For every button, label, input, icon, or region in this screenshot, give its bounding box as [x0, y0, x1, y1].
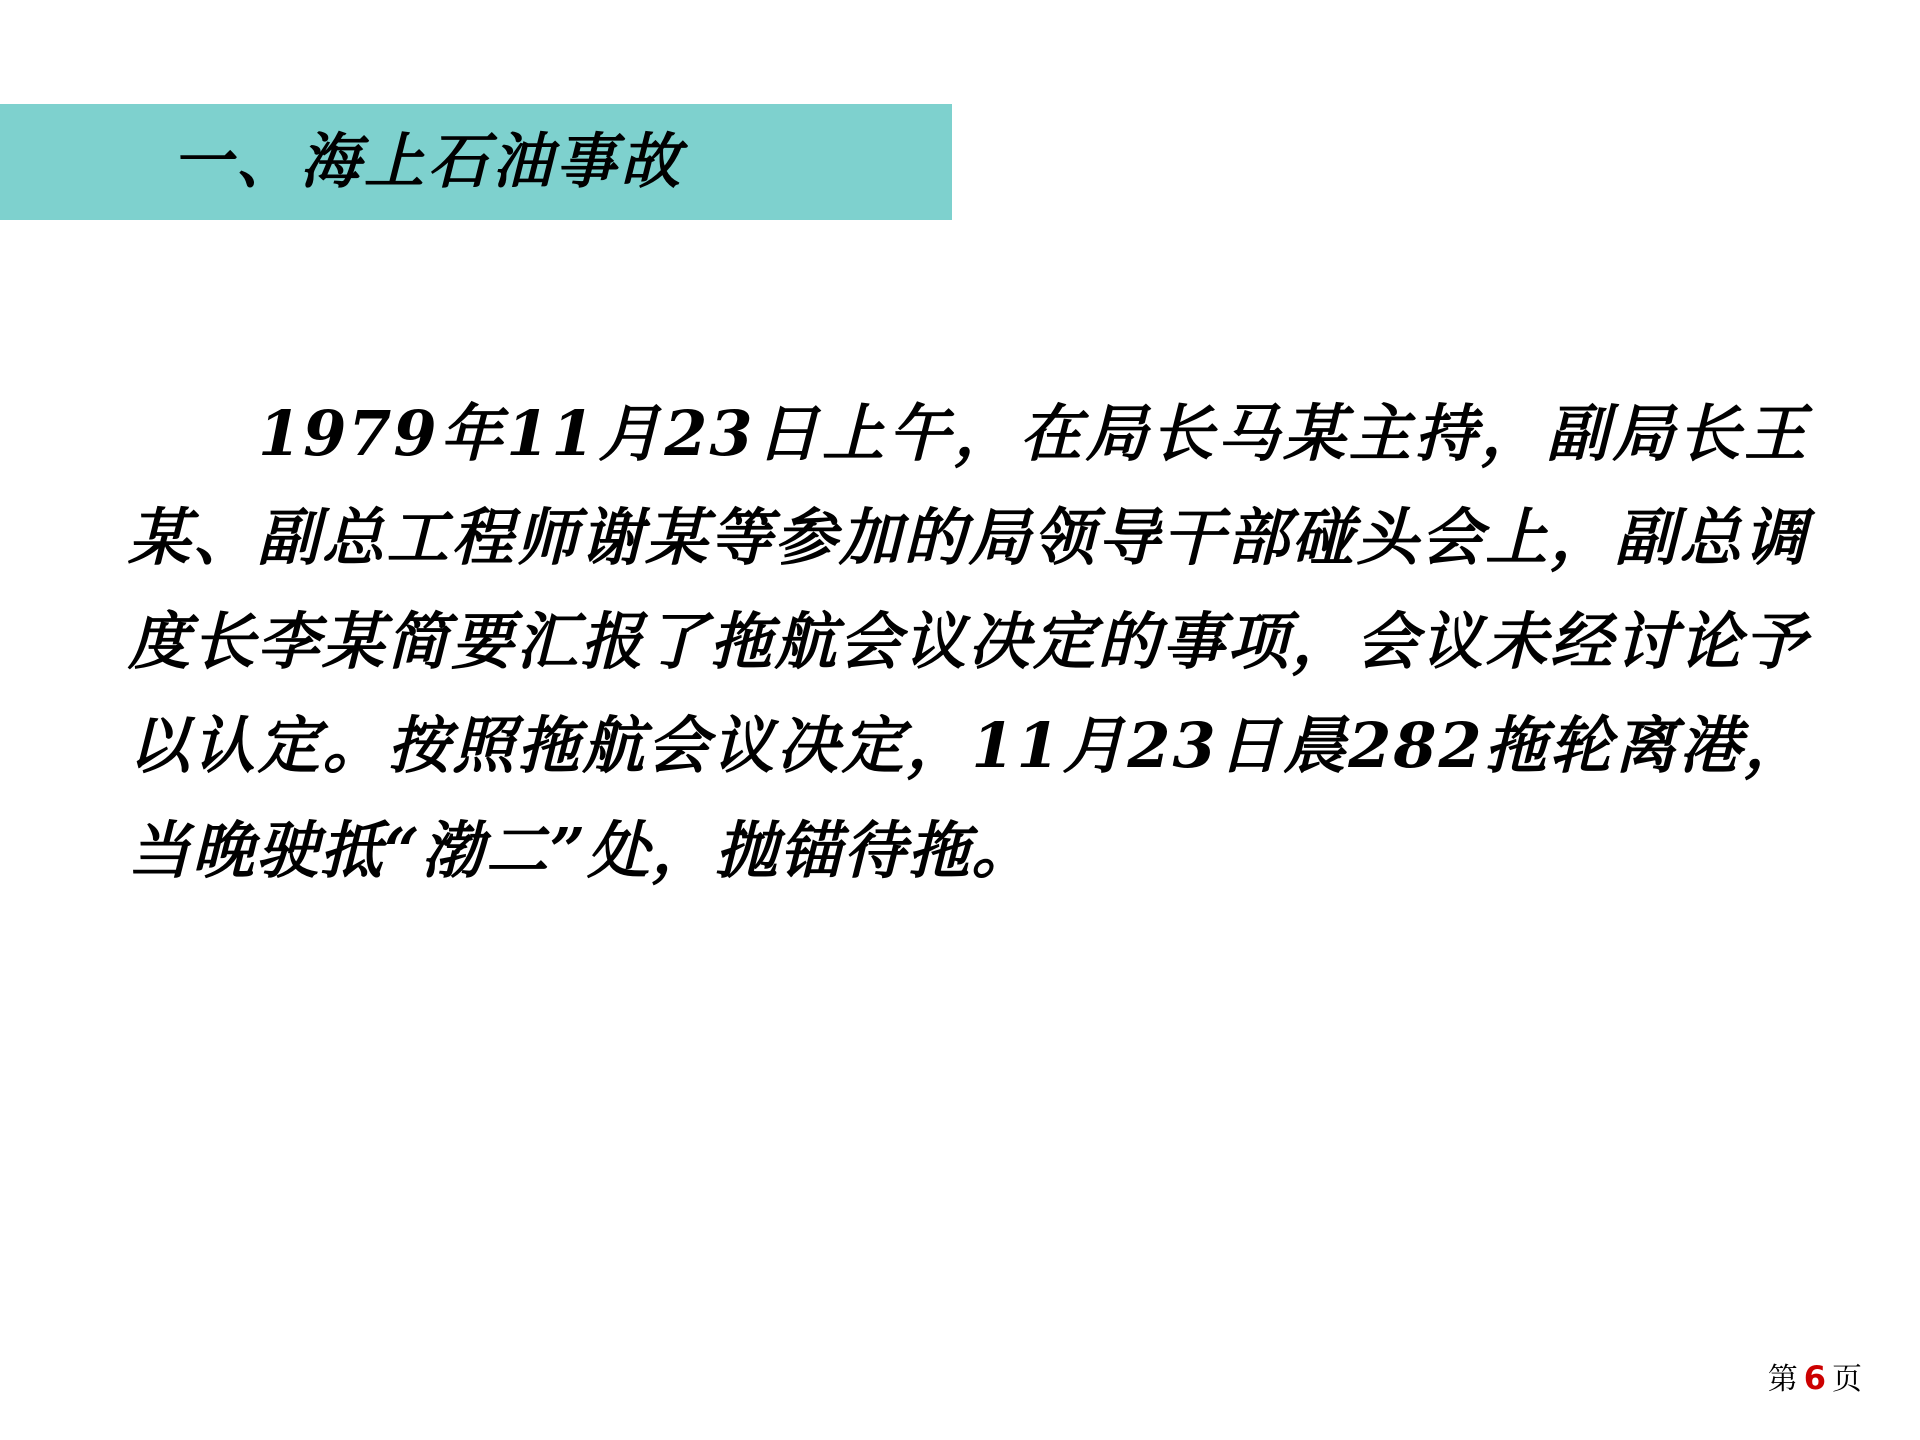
- body-paragraph: 1979年11月23日上午，在局长马某主持，副局长王某、副总工程师谢某等参加的局领导干部碰头会上，副总调度长李某简要汇报了拖航会议决定的事项，会议未经讨论予以认定。按照拖航会议决定，11月23日晨282拖轮离港，当晚驶抵“渤二”处，抛锚待拖。: [128, 397, 1808, 887]
- page-number-value: 6: [1803, 1359, 1826, 1397]
- section-title-banner: [0, 104, 952, 220]
- section-title-text: 一、海上石油事故: [172, 127, 684, 197]
- page-prefix-label: 第: [1767, 1362, 1798, 1397]
- page-number-footer: [1768, 1354, 1862, 1398]
- page-suffix-label: 页: [1832, 1362, 1862, 1397]
- body-text-block: [128, 320, 1808, 965]
